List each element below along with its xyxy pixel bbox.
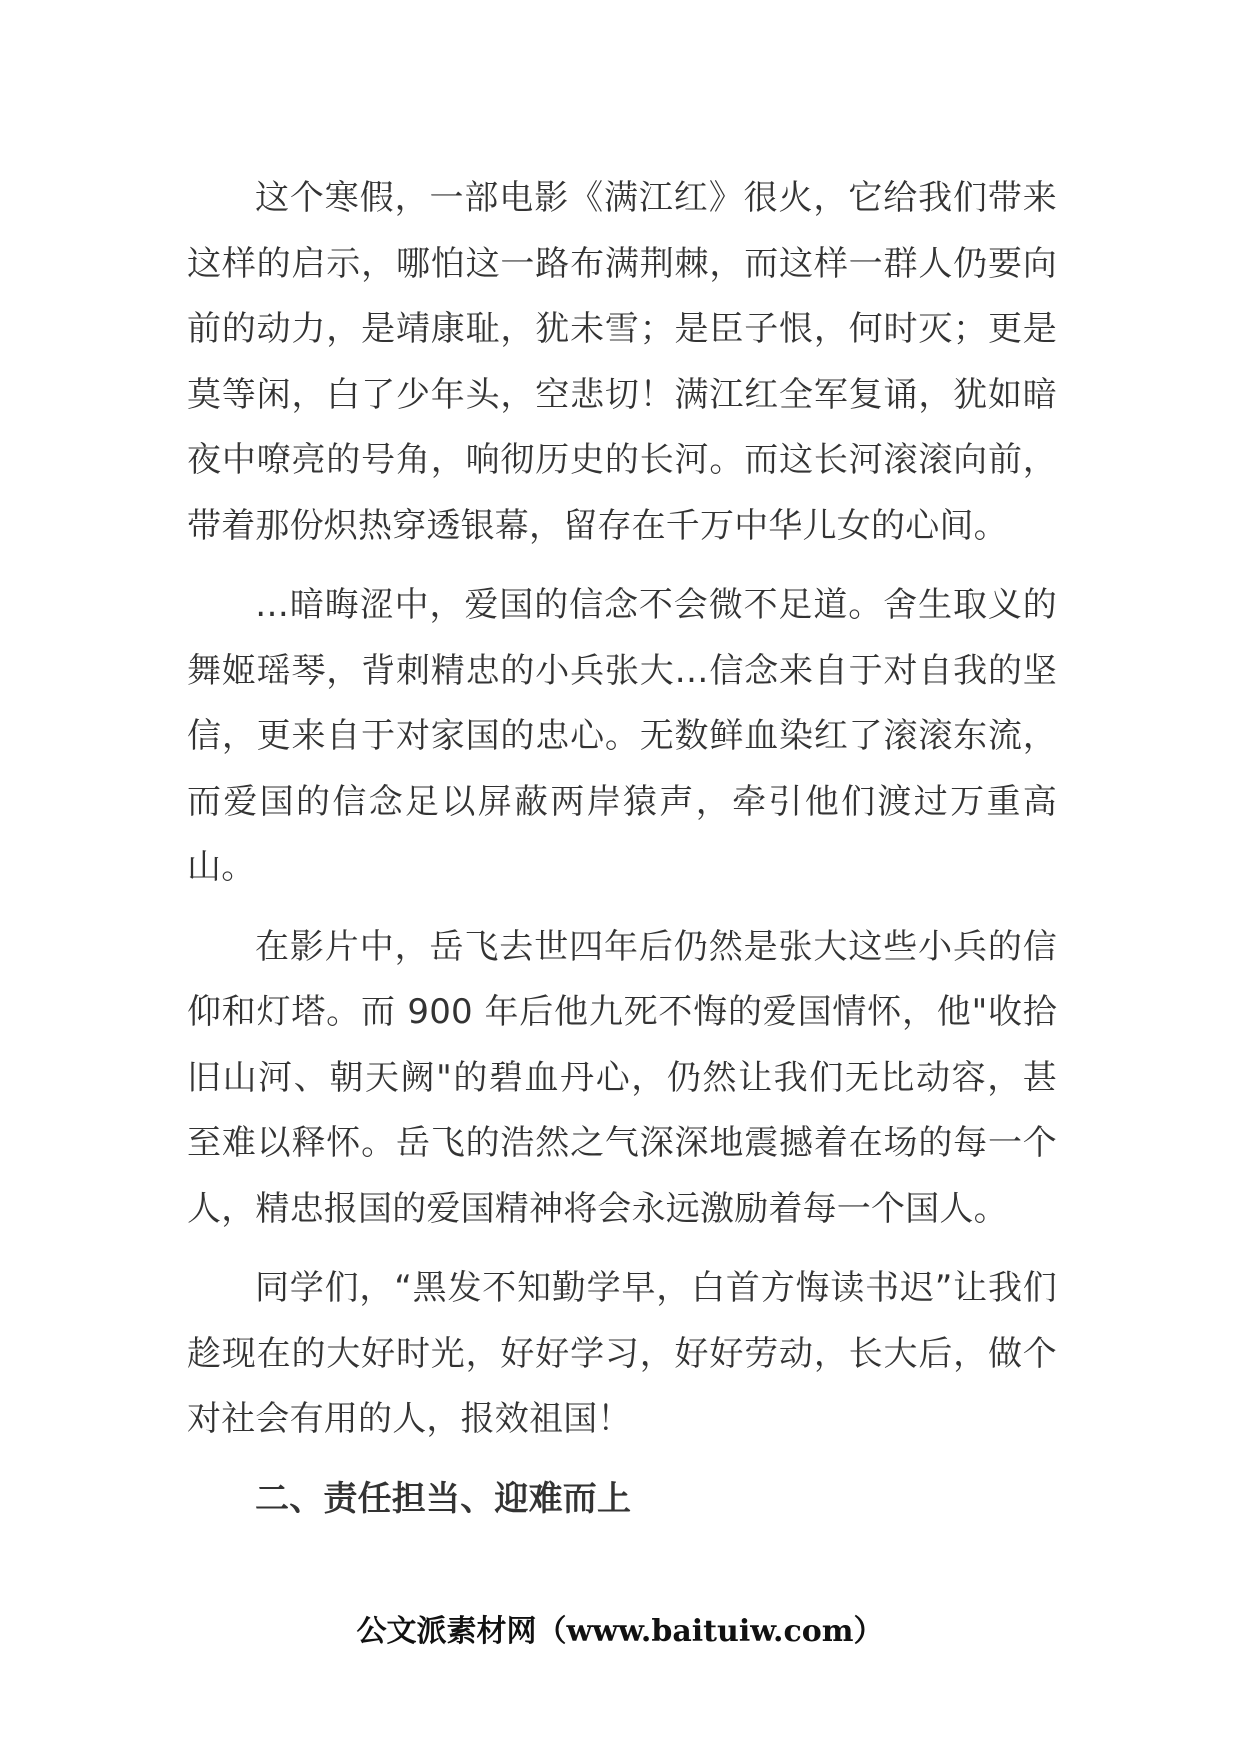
paragraph-2: …暗晦涩中，爱国的信念不会微不足道。舍生取义的舞姬瑶琴，背刺精忠的小兵张大…信念来自于对自我的坚信，更来自于对家国的忠心。无数鲜血染红了滚滚东流，而爱国的信念足以屏蔽两岸猿声，牵引他们渡过万重高山。 [187, 585, 1057, 887]
paragraph-1: 这个寒假，一部电影《满江红》很火，它给我们带来这样的启示，哪怕这一路布满荆棘，而这样一群人仍要向前的动力，是靖康耻，犹未雪；是臣子恨，何时灭；更是莫等闲，白了少年头，空悲切！满江红全军复诵，犹如暗夜中嘹亮的号角，响彻历史的长河。而这长河滚滚向前，带着那份炽热穿透银幕，留存在千万中华儿女的心间。 [187, 178, 1057, 546]
section-heading: 二、责任担当、迎难而上 [255, 1478, 632, 1519]
paragraph-3: 在影片中，岳飞去世四年后仍然是张大这些小兵的信仰和灯塔。而 900 年后他九死不悔的爱国情怀，他"收拾旧山河、朝天阙"的碧血丹心，仍然让我们无比动容，甚至难以释怀。岳飞的浩然之气深深地震撼着在场的每一个人，精忠报国的爱国精神将会永远激励着每一个国人。 [187, 926, 1057, 1229]
footer-watermark: 公文派素材网（www.baituiw.com） [356, 1614, 884, 1649]
paragraph-4: 同学们，“黑发不知勤学早，白首方悔读书迟”让我们趁现在的大好时光，好好学习，好好劳动，长大后，做个对社会有用的人，报效祖国！ [187, 1268, 1057, 1439]
document-body [187, 166, 1057, 1532]
